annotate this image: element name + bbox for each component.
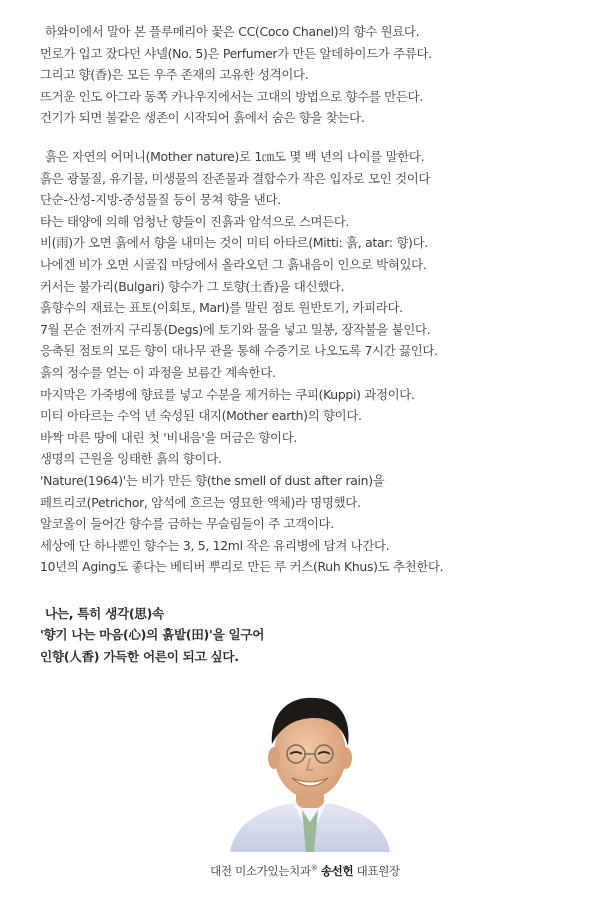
paragraph-perfume-intro (40, 21, 600, 129)
text-line: 그리고 향(香)은 모든 우주 존재의 고유한 성격이다. (40, 67, 309, 83)
closing-line: 나는, 특히 생각(思)속 (45, 606, 164, 621)
text-line: 비(雨)가 오면 흙에서 향을 내미는 것이 미티 아타르(Mitti: 흙, atar: 향)다. (40, 235, 428, 251)
text-line: 페트리코(Petrichor, 암석에 흐르는 영묘한 액체)라 명명했다. (40, 494, 361, 510)
text-line: 마지막은 가죽병에 향료를 넣고 수분을 제거하는 쿠피(Kuppi) 과정이다. (40, 386, 415, 402)
closing-statement (40, 603, 600, 667)
text-line: 흙은 광물질, 유기물, 미생물의 잔존물과 결합수가 작은 입자로 모인 것이다 (40, 170, 431, 186)
author-role: 대표원장 (356, 864, 400, 878)
closing-line: '향기 나는 마음(心)의 흙밭(田)'을 일구어 (40, 627, 265, 643)
registered-mark: ® (310, 864, 318, 873)
text-line: 건기가 되면 불같은 생존이 시작되어 흙에서 숨은 향을 찾는다. (40, 110, 365, 126)
text-line: 'Nature(1964)'는 비가 만든 향(the smell of dust after rain)을 (40, 472, 385, 488)
text-line: 뜨거운 인도 아그라 동쪽 카나우지에서는 고대의 방법으로 향수를 만든다. (40, 88, 423, 104)
text-line: 흙의 정수를 얻는 이 과정을 보름간 계속한다. (40, 364, 276, 380)
author-name: 송선헌 (320, 864, 354, 878)
clinic-name: 대전 미소가있는치과 (210, 864, 311, 878)
author-caption (0, 863, 610, 879)
text-line: 단순-산성-지방-중성물질 등이 뭉쳐 향을 낸다. (40, 192, 281, 208)
paragraph-earth-perfume (40, 146, 600, 578)
text-line: 10년의 Aging도 좋다는 베티버 뿌리로 만든 루 커스(Ruh Khus)도 추천한다. (40, 559, 444, 575)
text-line: 바짝 마른 땅에 내린 첫 '비내음'을 머금은 향이다. (40, 429, 298, 445)
text-line: 생명의 근원을 잉태한 흙의 향이다. (40, 451, 222, 467)
text-line: 하와이에서 말아 본 플루메리아 꽃은 CC(Coco Chanel)의 향수 원료다. (45, 24, 420, 39)
text-line: 알코올이 들어간 향수를 금하는 무슬림들이 주 고객이다. (40, 516, 334, 532)
text-line: 나에겐 비가 오면 시골집 마당에서 올라오던 그 흙내음이 인으로 박혀있다. (40, 256, 427, 272)
text-line: 세상에 단 하나뿐인 향수는 3, 5, 12ml 작은 유리병에 담겨 나간다. (40, 537, 390, 553)
text-line: 7월 몬순 전까지 구리통(Degs)에 토기와 물을 넣고 밀봉, 장작불을 붙인다. (40, 321, 431, 337)
closing-line: 인향(人香) 가득한 어른이 되고 싶다. (40, 648, 239, 664)
text-line: 미티 아타르는 수억 년 숙성된 대지(Mother earth)의 향이다. (40, 408, 362, 424)
text-line: 커서는 불가리(Bulgari) 향수가 그 토향(土香)을 대신했다. (40, 278, 345, 294)
text-line: 응축된 점토의 모든 향이 대나무 관을 통해 수증기로 나오도록 7시간 끓인다. (40, 343, 438, 359)
text-line: 먼로가 입고 잤다던 샤넬(No. 5)은 Perfumer가 만든 알데하이드가 주류다. (40, 45, 432, 61)
text-line: 타는 태양에 의해 엄청난 향들이 진흙과 암석으로 스며든다. (40, 213, 350, 229)
author-portrait (222, 688, 398, 852)
text-line: 흙향수의 재료는 표토(이회토, Marl)를 말린 점토 원반토기, 카피라다. (40, 300, 403, 316)
text-line: 흙은 자연의 어머니(Mother nature)로 1㎝도 몇 백 년의 나이를 말한다. (45, 149, 425, 164)
